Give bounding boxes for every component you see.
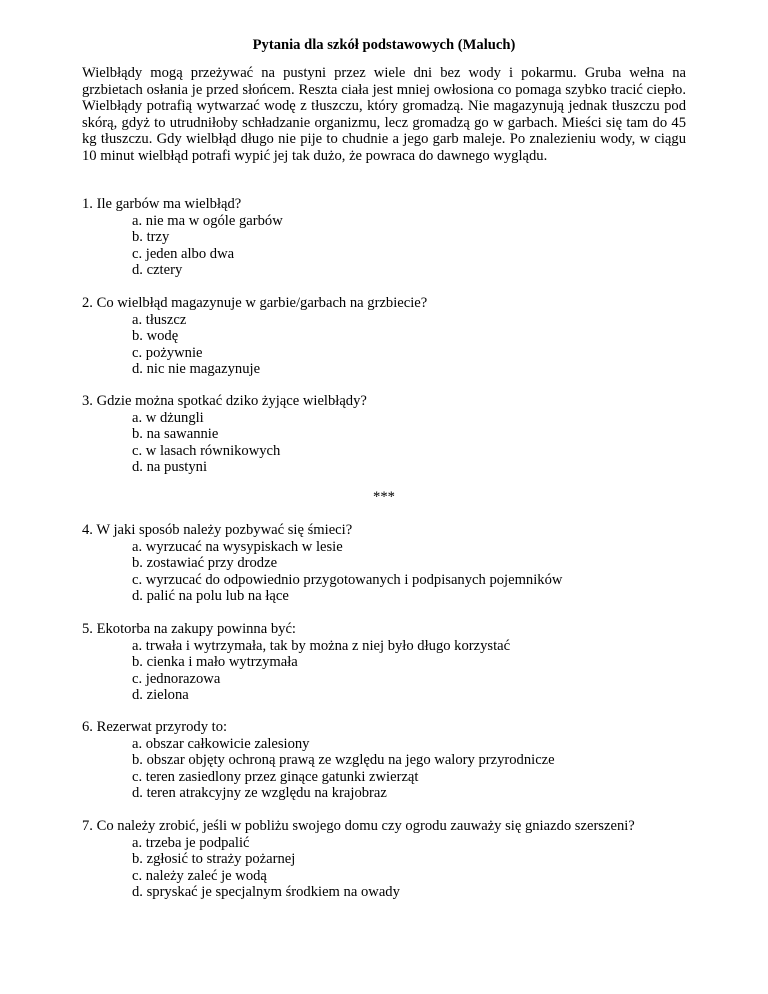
section-separator: *** [373,489,395,505]
answer-option-c: c. jednorazowa [132,670,221,687]
question-text: 2. Co wielbłąd magazynuje w garbie/garbach na grzbiecie? [82,295,428,311]
answer-option-d: d. cztery [132,262,183,278]
answer-option-a: a. w dżungli [132,409,204,426]
answer-option-b: b. trzy [132,229,170,245]
answer-option-b: b. wodę [132,328,179,344]
question-2 [82,295,702,378]
question-7 [82,818,702,901]
answer-option-c: c. jeden albo dwa [132,245,235,262]
answer-options [82,410,702,476]
answer-options [82,312,702,378]
answer-option-b: b. na sawannie [132,426,219,442]
answer-option-d: d. na pustyni [132,459,207,475]
answer-option-c: c. pożywnie [132,344,203,361]
answer-option-b: b. obszar objęty ochroną prawą ze względu na jego walory przyrodnicze [132,752,555,768]
question-text: 6. Rezerwat przyrody to: [82,719,228,735]
answer-options [82,638,702,704]
question-text: 4. W jaki sposób należy pozbywać się śmieci? [82,522,353,538]
answer-option-a: a. obszar całkowicie zalesiony [132,735,310,752]
answer-option-a: a. trwała i wytrzymała, tak by można z niej było długo korzystać [132,637,511,654]
answer-options [82,539,702,605]
page-title: Pytania dla szkół podstawowych (Maluch) [252,37,516,53]
answer-option-d: d. teren atrakcyjny ze względu na krajobraz [132,785,387,801]
question-text: 1. Ile garbów ma wielbłąd? [82,196,242,212]
answer-option-d: d. zielona [132,687,189,703]
answer-option-c: c. należy zaleć je wodą [132,867,267,884]
answer-options [82,736,702,802]
answer-option-c: c. w lasach równikowych [132,442,281,459]
question-text: 7. Co należy zrobić, jeśli w pobliżu swojego domu czy ogrodu zauważy się gniazdo szerszeni? [82,818,635,834]
answer-option-a: a. trzeba je podpalić [132,834,250,851]
answer-option-b: b. zgłosić to straży pożarnej [132,851,296,867]
answer-option-c: c. teren zasiedlony przez ginące gatunki zwierząt [132,768,419,785]
question-3 [82,393,702,476]
question-1 [82,196,702,279]
answer-option-a: a. wyrzucać na wysypiskach w lesie [132,538,343,555]
answer-option-d: d. palić na polu lub na łące [132,588,289,604]
answer-option-a: a. nie ma w ogóle garbów [132,212,283,229]
answer-option-b: b. zostawiać przy drodze [132,555,278,571]
question-5 [82,621,702,704]
answer-options [82,835,702,901]
answer-option-d: d. nic nie magazynuje [132,361,261,377]
question-6 [82,719,702,802]
question-text: 3. Gdzie można spotkać dziko żyjące wielbłądy? [82,393,367,409]
answer-option-b: b. cienka i mało wytrzymała [132,654,298,670]
answer-option-c: c. wyrzucać do odpowiednio przygotowanych i podpisanych pojemników [132,571,563,588]
answer-option-a: a. tłuszcz [132,311,187,328]
question-text: 5. Ekotorba na zakupy powinna być: [82,621,296,637]
answer-option-d: d. spryskać je specjalnym środkiem na owady [132,884,400,900]
question-4 [82,522,702,605]
intro-paragraph: Wielbłądy mogą przeżywać na pustyni przez wiele dni bez wody i pokarmu. Gruba wełna na grzbietach osłania je przed słońcem. Reszta ciała jest mniej owłosiona co pomaga szybko tracić ciepło. Wielbłądy potrafią wytwarzać wodę z tłuszczu, który gromadzą. Nie magazynują jednak tłuszczu pod skórą, gdyż to utrudniłoby schładzanie organizmu, lecz gromadzą go w garbach. Mieści się tam do 45 kg tłuszczu. Gdy wielbłąd długo nie pije to chudnie a jego garb maleje. Po znalezieniu wody, w ciągu 10 minut wielbłąd potrafi wypić jej tak dużo, że powraca do dawnego wyglądu. [82,65,686,164]
answer-options [82,213,702,279]
